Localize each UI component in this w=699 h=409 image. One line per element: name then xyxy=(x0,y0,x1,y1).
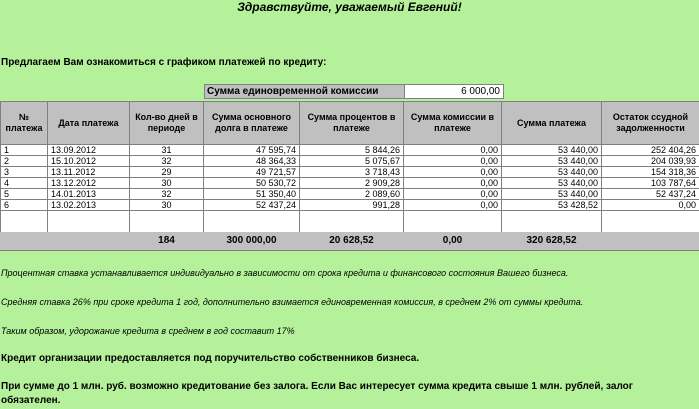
table-cell: 1 xyxy=(1,145,48,156)
payment-schedule-table xyxy=(0,101,699,251)
commission-label: Сумма единовременной комиссии xyxy=(204,84,404,99)
header-number: № платежа xyxy=(1,102,48,145)
table-cell: 0,00 xyxy=(602,200,699,211)
table-cell: 14.01.2013 xyxy=(48,189,130,200)
table-row xyxy=(1,189,699,200)
table-cell: 5 xyxy=(1,189,48,200)
table-cell: 53 440,00 xyxy=(502,145,602,156)
table-row xyxy=(1,156,699,167)
table-cell: 53 440,00 xyxy=(502,189,602,200)
table-cell: 5 075,67 xyxy=(300,156,404,167)
table-cell: 52 437,24 xyxy=(602,189,699,200)
header-date: Дата платежа xyxy=(48,102,130,145)
table-spacer-row xyxy=(1,211,699,233)
table-cell: 32 xyxy=(130,189,204,200)
table-cell: 30 xyxy=(130,178,204,189)
table-cell: 154 318,36 xyxy=(602,167,699,178)
total-principal: 300 000,00 xyxy=(204,232,300,251)
table-cell: 3 718,43 xyxy=(300,167,404,178)
table-cell: 53 428,52 xyxy=(502,200,602,211)
table-cell: 53 440,00 xyxy=(502,178,602,189)
table-cell: 3 xyxy=(1,167,48,178)
table-cell: 2 xyxy=(1,156,48,167)
table-cell: 2 909,28 xyxy=(300,178,404,189)
header-principal: Сумма основного долга в платеже xyxy=(204,102,300,145)
table-cell: 4 xyxy=(1,178,48,189)
table-cell: 52 437,24 xyxy=(204,200,300,211)
table-cell: 6 xyxy=(1,200,48,211)
table-cell: 53 440,00 xyxy=(502,156,602,167)
table-cell: 29 xyxy=(130,167,204,178)
commission-box xyxy=(204,84,504,99)
table-cell: 53 440,00 xyxy=(502,167,602,178)
table-cell: 15.10.2012 xyxy=(48,156,130,167)
table-cell: 30 xyxy=(130,200,204,211)
rate-paragraph: Процентная ставка устанавливается индивидуально в зависимости от срока кредита и финансового состояния Вашего бизнеса. xyxy=(1,268,569,278)
table-cell: 5 844,26 xyxy=(300,145,404,156)
table-header-row xyxy=(1,102,699,145)
table-cell: 0,00 xyxy=(404,200,502,211)
total-days: 184 xyxy=(130,232,204,251)
table-total-row xyxy=(1,232,699,251)
table-cell: 48 364,33 xyxy=(204,156,300,167)
table-cell: 0,00 xyxy=(404,145,502,156)
table-cell: 991,28 xyxy=(300,200,404,211)
table-cell: 0,00 xyxy=(404,156,502,167)
table-row xyxy=(1,145,699,156)
table-cell: 31 xyxy=(130,145,204,156)
commission-value: 6 000,00 xyxy=(404,84,504,99)
table-cell: 0,00 xyxy=(404,189,502,200)
table-row xyxy=(1,178,699,189)
table-cell: 51 350,40 xyxy=(204,189,300,200)
intro-text: Предлагаем Вам ознакомиться с графиком платежей по кредиту: xyxy=(1,57,327,68)
header-payment: Сумма платежа xyxy=(502,102,602,145)
table-row xyxy=(1,167,699,178)
average-rate-paragraph: Средняя ставка 26% при сроке кредита 1 год, дополнительно взимается единовременная комиссия, в среднем 2% от суммы кредита. xyxy=(1,297,584,307)
table-cell: 204 039,93 xyxy=(602,156,699,167)
table-cell: 32 xyxy=(130,156,204,167)
table-cell: 50 530,72 xyxy=(204,178,300,189)
table-cell: 13.09.2012 xyxy=(48,145,130,156)
guarantee-paragraph: Кредит организации предоставляется под поручительство собственников бизнеса. xyxy=(1,353,420,364)
header-commission: Сумма комиссии в платеже xyxy=(404,102,502,145)
total-commission: 0,00 xyxy=(404,232,502,251)
table-cell: 2 089,60 xyxy=(300,189,404,200)
header-balance: Остаток ссудной задолженности xyxy=(602,102,699,145)
table-cell: 47 595,74 xyxy=(204,145,300,156)
table-cell: 0,00 xyxy=(404,167,502,178)
header-interest: Сумма процентов в платеже xyxy=(300,102,404,145)
table-cell: 49 721,57 xyxy=(204,167,300,178)
table-cell: 0,00 xyxy=(404,178,502,189)
header-days: Кол-во дней в периоде xyxy=(130,102,204,145)
greeting-heading: Здравствуйте, уважаемый Евгений! xyxy=(237,0,462,14)
total-interest: 20 628,52 xyxy=(300,232,404,251)
cost-paragraph: Таким образом, удорожание кредита в среднем в год составит 17% xyxy=(1,326,295,336)
table-cell: 13.11.2012 xyxy=(48,167,130,178)
table-cell: 13.02.2013 xyxy=(48,200,130,211)
total-payment: 320 628,52 xyxy=(502,232,602,251)
table-cell: 13.12.2012 xyxy=(48,178,130,189)
table-cell: 103 787,64 xyxy=(602,178,699,189)
collateral-paragraph: При сумме до 1 млн. руб. возможно кредитование без залога. Если Вас интересует сумма кредита свыше 1 млн. рублей, залог обязателен. xyxy=(1,381,633,406)
table-cell: 252 404,26 xyxy=(602,145,699,156)
table-row xyxy=(1,200,699,211)
